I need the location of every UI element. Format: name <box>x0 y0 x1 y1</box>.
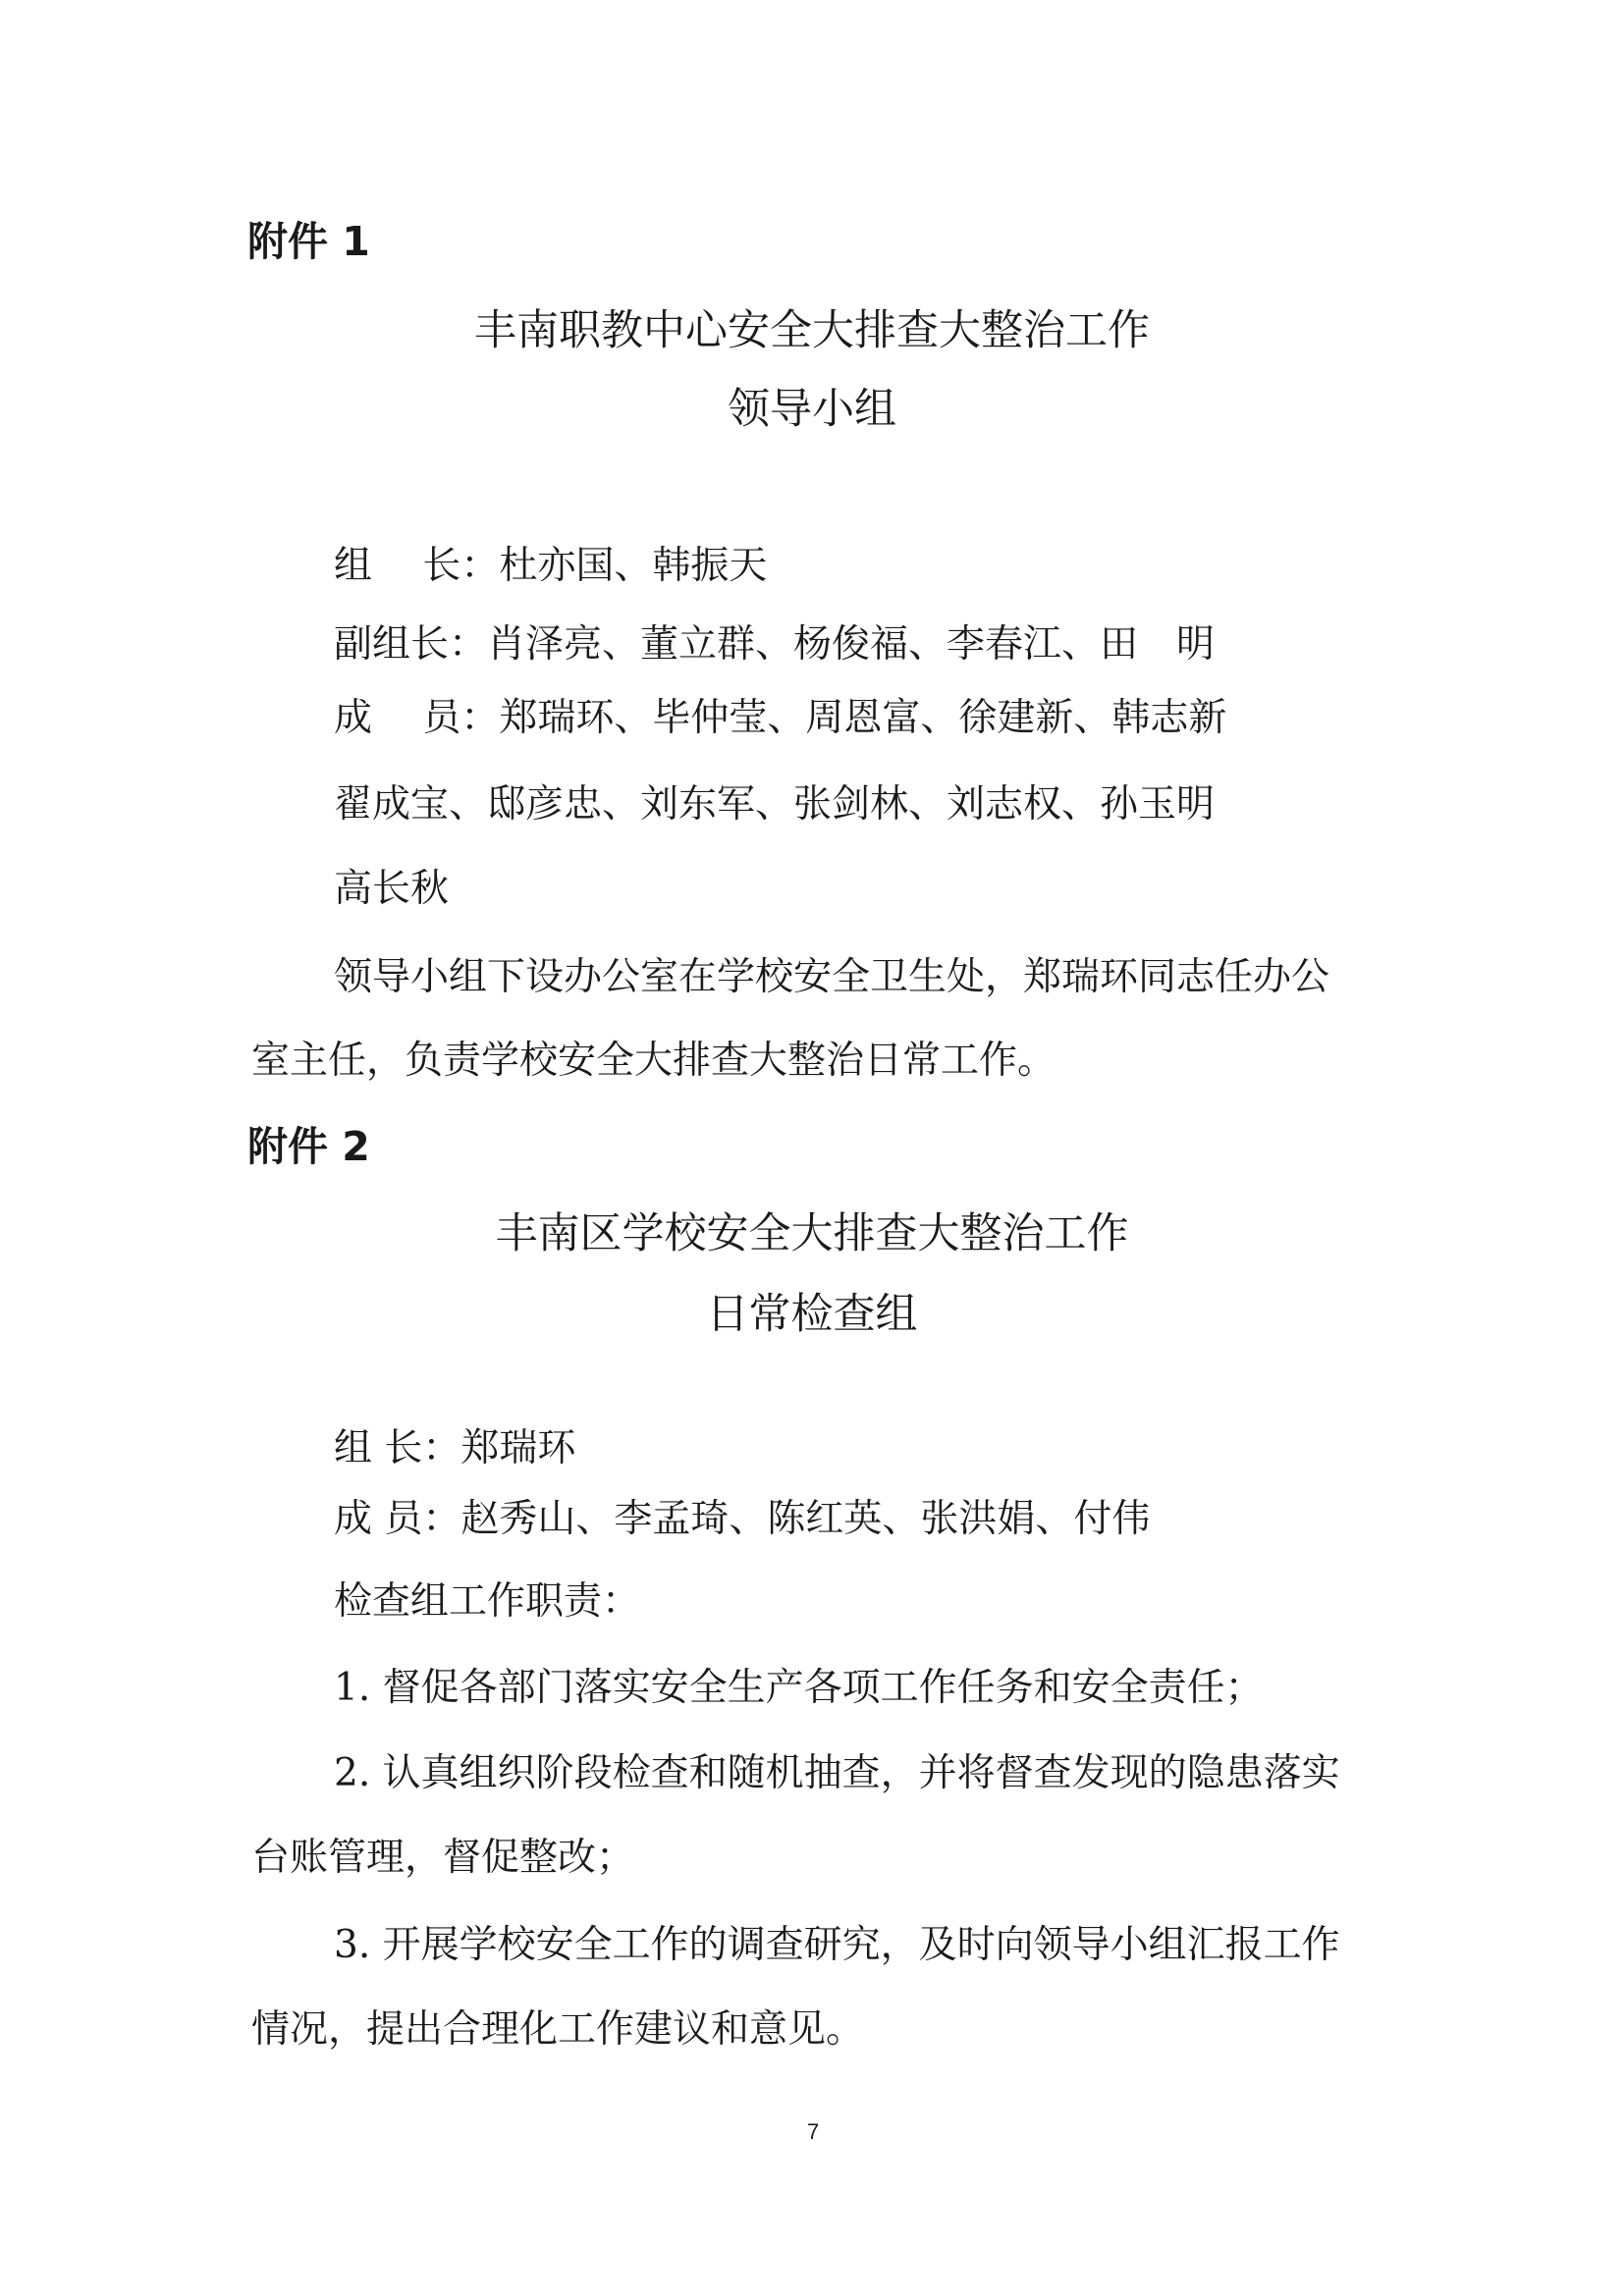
attachment2-members: 成 员：赵秀山、李孟琦、陈红英、张洪娟、付伟 <box>334 1497 1151 1541</box>
attachment2-duties-title: 检查组工作职责： <box>334 1579 641 1624</box>
attachment1-title-line2: 领导小组 <box>728 385 896 434</box>
attachment1-members-line2: 翟成宝、邸彦忠、刘东军、张剑林、刘志权、孙玉明 <box>334 782 1216 827</box>
attachment1-deputy: 副组长：肖泽亮、董立群、杨俊福、李春江、田 明 <box>334 622 1216 667</box>
attachment1-heading: 附件 1 <box>247 218 370 265</box>
attachment1-members-line1: 成 员：郑瑞环、毕仲莹、周恩富、徐建新、韩志新 <box>334 696 1227 740</box>
attachment2-heading: 附件 2 <box>247 1123 370 1170</box>
attachment2-duty3-line1: 3. 开展学校安全工作的调查研究，及时向领导小组汇报工作 <box>334 1923 1340 1967</box>
attachment2-duty1: 1. 督促各部门落实安全生产各项工作任务和安全责任； <box>334 1666 1264 1710</box>
attachment2-leader: 组 长：郑瑞环 <box>334 1426 576 1470</box>
attachment2-duty2-line2: 台账管理，督促整改； <box>251 1836 635 1880</box>
attachment1-members-line3: 高长秋 <box>334 867 450 911</box>
page-number: 7 <box>807 2119 820 2144</box>
attachment1-leader: 组 长：杜亦国、韩振天 <box>334 544 768 588</box>
attachment1-office-line1: 领导小组下设办公室在学校安全卫生处，郑瑞环同志任办公 <box>334 955 1330 999</box>
attachment2-title-line1: 丰南区学校安全大排查大整治工作 <box>495 1209 1129 1258</box>
attachment2-duty2-line1: 2. 认真组织阶段检查和随机抽查，并将督查发现的隐患落实 <box>334 1751 1340 1795</box>
attachment1-title-line1: 丰南职教中心安全大排查大整治工作 <box>474 306 1150 355</box>
attachment1-office-line2: 室主任，负责学校安全大排查大整治日常工作。 <box>251 1039 1056 1083</box>
attachment2-duty3-line2: 情况，提出合理化工作建议和意见。 <box>251 2007 865 2052</box>
attachment2-title-line2: 日常检查组 <box>706 1290 918 1339</box>
